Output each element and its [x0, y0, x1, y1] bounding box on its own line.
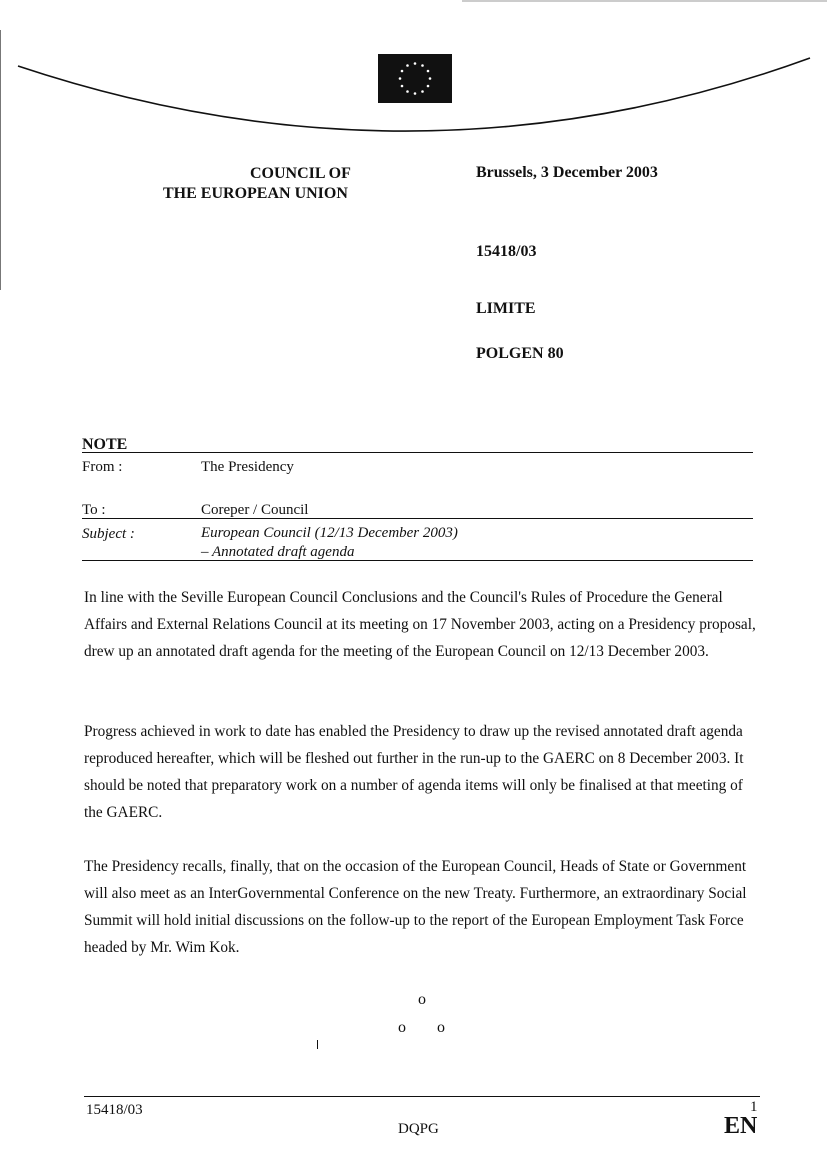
subject-label: Subject : [82, 526, 135, 542]
star-icon [429, 77, 432, 80]
star-icon [421, 90, 424, 93]
note-type: NOTE [82, 436, 128, 453]
star-icon [427, 70, 430, 73]
footer-divider [84, 1096, 760, 1097]
place-date: Brussels, 3 December 2003 [476, 164, 658, 181]
footer-page-number: 1 [750, 1099, 758, 1115]
star-icon [427, 85, 430, 88]
subject-line-1: European Council (12/13 December 2003) [201, 525, 458, 541]
star-icon [421, 64, 424, 67]
from-label: From : [82, 459, 123, 475]
to-label: To : [82, 502, 106, 518]
star-icon [401, 70, 404, 73]
from-value: The Presidency [201, 459, 294, 475]
paragraph-3: The Presidency recalls, finally, that on the occasion of the European Council, Heads of State or Government will also meet as an InterGovernmental Conference on the new Treaty. Furthermore, an extraordinary Social Summit will hold initial discussions on the follow-up to the report of the European Employment Task Force headed by Mr. Wim Kok. [84, 858, 747, 956]
eu-stars-icon [378, 54, 452, 103]
star-icon [406, 64, 409, 67]
paragraph-1: In line with the Seville European Council Conclusions and the Council's Rules of Procedure the General Affairs and External Relations Council at its meeting on 17 November 2003, acting on a Presidency proposal, drew up an annotated draft agenda for the meeting of the European Council on 12/13 December 2003. [84, 589, 756, 660]
star-icon [399, 77, 402, 80]
footer-language: EN [724, 1113, 758, 1139]
divider [82, 518, 753, 519]
to-value: Coreper / Council [201, 502, 309, 518]
document-number: 15418/03 [476, 243, 537, 260]
eu-flag-icon [378, 54, 452, 103]
scan-edge [0, 30, 1, 290]
star-icon [414, 92, 417, 95]
star-icon [414, 62, 417, 65]
separator-mark-top: o [418, 991, 426, 1008]
council-name-line2: THE EUROPEAN UNION [163, 185, 348, 202]
subject-line-2: – Annotated draft agenda [201, 544, 355, 560]
star-icon [406, 90, 409, 93]
star-icon [401, 85, 404, 88]
separator-mark-right: o [437, 1019, 445, 1036]
separator-mark-left: o [398, 1019, 406, 1036]
document-code: POLGEN 80 [476, 345, 564, 362]
footer-unit: DQPG [398, 1121, 439, 1137]
footer-document-number: 15418/03 [86, 1102, 143, 1118]
paragraph-2: Progress achieved in work to date has enabled the Presidency to draw up the revised annotated draft agenda reproduced hereafter, which will be fleshed out further in the run-up to the GAERC on 8 December 2003. It should be noted that preparatory work on a number of agenda items will only be finalised at that meeting of the GAERC. [84, 723, 744, 821]
classification-label: LIMITE [476, 300, 536, 317]
divider [82, 560, 753, 561]
divider [82, 452, 753, 453]
council-name-line1: COUNCIL OF [250, 165, 351, 182]
scan-speck [317, 1040, 318, 1049]
